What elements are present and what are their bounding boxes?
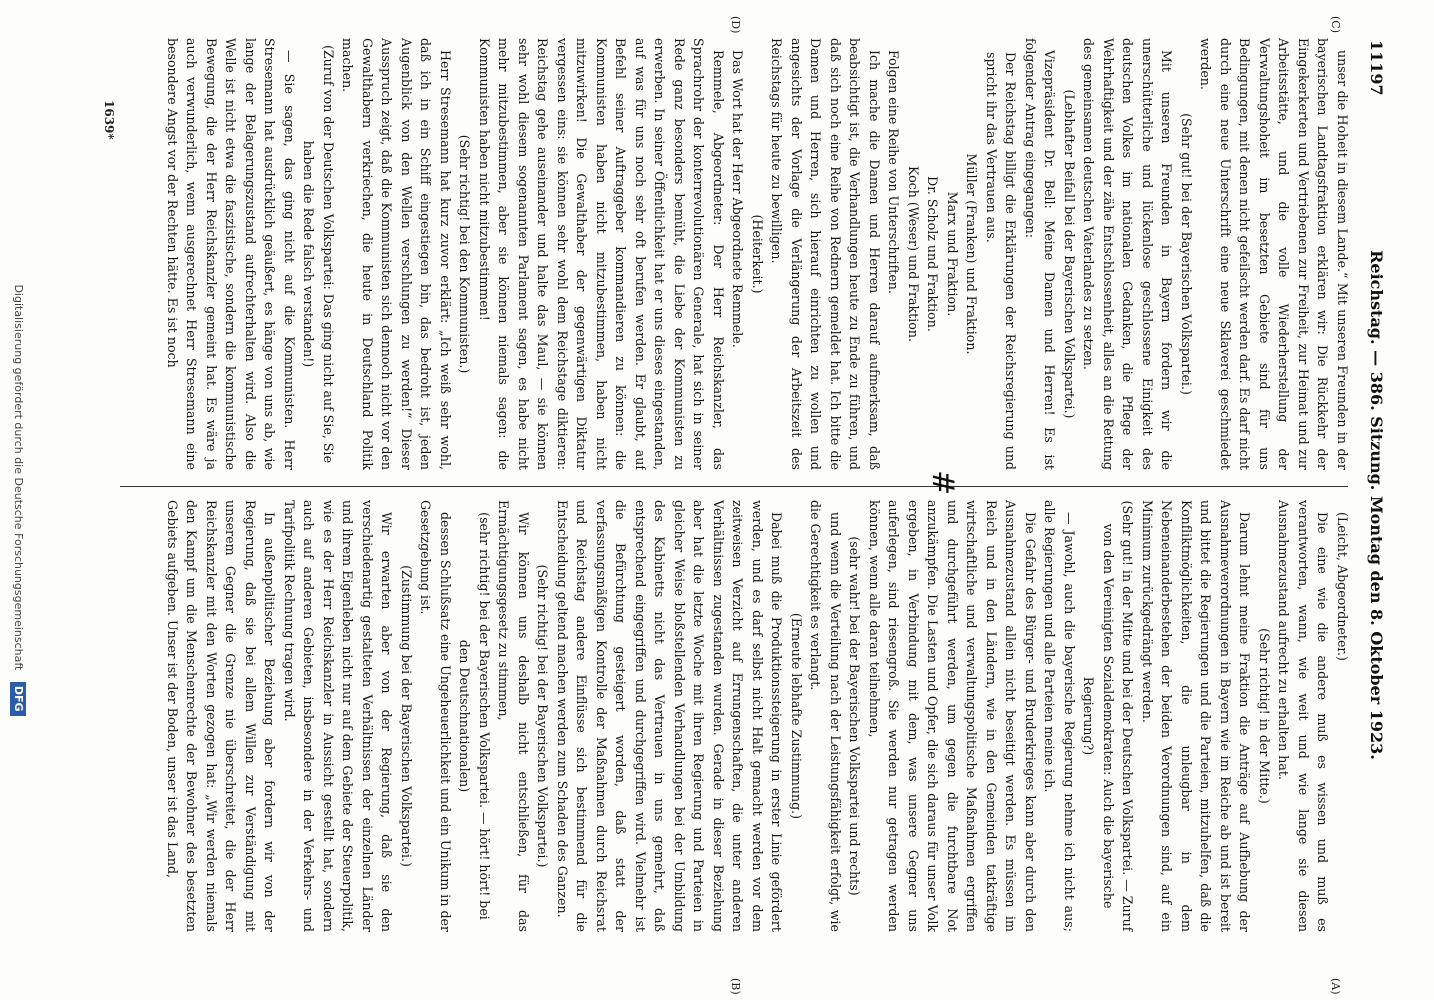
paragraph: Herr Stresemann hat kurz zuvor erklärt: „Ich weiß sehr wohl, daß ich in ein Schiff eingestiegen bin, das bedroht ist, jeden Augenblick von den Wellen verschlungen zu werden!“ Dieser Ausspruch zeigt, daß die Kommunisten sich dennoch nicht vor den Gewalthabern verkriechen, die heute in Deutschland Politik machen. — [340, 38, 453, 470]
paragraph: Das Wort hat der Herr Abgeordnete Remmele. — [730, 50, 746, 348]
paragraph: — Sie sagen, das ging nicht auf die Kommunisten. Herr Stresemann hat ausdrücklich geäußert, es hänge von uns ab, wie lange der Belagerungszustand aufrechterhalten wird. Also die Welle ist nicht etwa die faszistische, sondern die kommunistische Bewegung, die der Herr Reichskanzler gemeint hat. Es wäre ja auch verwunderlich, wenn ausgerechnet Herr Stresemann eine besondere Angst vor der Rechten hätte. Es ist noch — [165, 38, 297, 470]
paragraph: Müller (Franken) und Fraktion. — [964, 153, 980, 355]
paragraph: Wir können uns deshalb nicht entschließen, für das Ermächtigungsgesetz zu stimmen, — [496, 500, 531, 932]
paragraph: und wenn die Verteilung nach der Leistungsfähigkeit erfolgt, wie die Gerechtigkeit es verlangt. — [808, 500, 843, 932]
paragraph: — Jawohl, auch die bayerische Regierung nehme ich nicht aus; alle Regierungen und alle Parteien meine ich. — [1042, 500, 1077, 932]
left-column — [116, 38, 1352, 470]
page-number: 11197 — [1367, 40, 1386, 96]
paragraph: (Zustimmung bei der Bayerischen Volkspartei.) — [399, 565, 414, 867]
paragraph: unser die Hoheit in diesem Lande.“ Mit unseren Freunden in der bayerischen Landtagsfraktion erklären wir: Die Rückkehr der Eingekerkerten und Vertriebenen zur Freiheit, zur Heimat und zur Arbeitsstätte, und die volle Wiederherstellung der Verwaltungshoheit im besetzten Gebiete sind für uns Bedingungen, mit denen nicht gefeilscht werden darf. Es darf nicht durch eine neue Unterschrift eine neue Sklaverei geschmiedet werden. — [1198, 38, 1350, 470]
paragraph: Vizepräsident Dr. Bell: Meine Damen und Herren! Es ist folgender Antrag eingegangen: — [1023, 38, 1058, 470]
margin-mark-a: (A) — [1329, 978, 1342, 995]
paragraph: Dr. Scholz und Fraktion. — [925, 176, 941, 332]
paragraph: Die Gefahr des Bürger- und Bruderkrieges kann aber durch den Ausnahmezustand allein nicht beseitigt werden. Es müssen im Reich und in den Ländern, wie in den Gemeinden tatkräftige wirtschaftliche und verwaltungspolitische Maßnahmen ergriffen und durchgeführt werden, um gegen die furchtbare Not anzukämpfen. Die Lasten und Opfer, die sich daraus für unser Volk ergeben, in Verbindung mit dem, was unsere Gegner uns auferlegen, sind riesengroß. Sie werden nur getragen werden können, wenn alle daran teilnehmen, — [867, 500, 1038, 932]
page-footer-number: 1639* — [102, 100, 116, 140]
paragraph: Dabei muß die Produktionssteigerung in erster Linie gefördert werden, und es darf selbst nicht Halt gemacht werden vor dem zeitweisen Verzicht auf Errungenschaften, die unter anderen Verhältnissen zugestanden wurden. Gerade in dieser Beziehung aber hat die letzte Woche mit ihren Regierung und Parteien in gleicher Weise bloßstellenden Verhandlungen bei der Umbildung des Kabinetts nicht das Vertrauen in uns gemehrt, daß entsprechend eingegriffen und durchgegriffen wird. Vielmehr ist die Befürchtung gesteigert worden, daß statt der verfassungsmäßigen Kontrolle der Maßnahmen durch Reichsrat und Reichstag andere Einflüsse sich bestimmend für die Entscheidung geltend machen werden zum Schaden des Ganzen. — [555, 500, 785, 932]
page-header — [1364, 40, 1386, 970]
digitization-note — [6, 6, 30, 994]
column-divider — [120, 486, 1348, 487]
paragraph: Koch (Weser) und Fraktion. — [906, 166, 921, 342]
digitization-text: Digitalisierung gefördert durch die Deutsche Forschungsgemeinschaft — [12, 284, 25, 671]
paragraph: (Sehr richtig! bei der Bayerischen Volkspartei.) — [535, 564, 551, 868]
paragraph: Wir erwarten aber von der Regierung, daß sie den verschiedenartig gestalteten Verhältnissen der einzelnen Länder und ihrem Eigenleben nicht nur auf dem Gebiete der Steuerpolitik, wie es der Herr Reichskanzler in Aussicht gestellt hat, sondern auch auf anderen Gebieten, insbesondere in der Verkehrs- und Tarifpolitik Rechnung tragen wird. — [282, 500, 395, 932]
paragraph: (sehr richtig! bei der Bayerischen Volkspartei. — hört! hört! bei den Deutschnationalen) — [457, 512, 492, 920]
paragraph: (Sehr gut! bei der Bayerischen Volkspartei.) — [1179, 113, 1194, 395]
paragraph: (Erneute lebhafte Zustimmung.) — [789, 612, 804, 820]
paragraph: Remmele, Abgeordneter: Der Herr Reichskanzler, das Sprachrohr der konterrevolutionären Generale, hat sich in seiner Rede ganz besonders bemüht, die Liebe der Kommunisten zu erwerben. In seiner Öffentlichkeit hat er uns dieses eingestanden, auf was für uns noch sehr oft berufen werden. Er glaubt, auf Befehl seiner Auftraggeber kommandieren zu können: die Kommunisten haben nicht mitzubestimmen, haben nicht mitzuwirken! Die Gewalthaber der gegenwärtigen Diktatur vergessen eins: sie können sehr wohl dem Reichstage diktieren: Reichstag gehe auseinander und halte das Maul, — sie können sehr wohl diesem sogenannten Parlament sagen, es habe nicht mehr mitzubestimmen, aber sie können niemals sagen: die Kommunisten haben nicht mitzubestimmen! — [477, 38, 726, 470]
paragraph: In außenpolitischer Beziehung aber fordern wir von der Regierung, daß sie bei allem Willen zur Verständigung mit unserem Gegner die Grenze nie überschreitet, die der Herr Reichskanzler mit den Worten gezogen hat: „Wir werden niemals den Kampf um die Menschenrechte der Bewohner des besetzten Gebiets aufgeben. Unser ist der Boden, unser ist das Land, — [165, 500, 278, 932]
paragraph: (Zuruf von der Deutschen Volkspartei: Das ging nicht auf Sie, Sie haben die Rede falsch verstanden!) — [301, 44, 336, 464]
paragraph: Mit unseren Freunden in Bayern fordern wir die unerschütterliche und lückenlose geschlossene Einigkeit des deutschen Volkes im nationalen Gedanken, die Pflege der Wehrhaftigkeit und der zähe Entschlossenheit, alles an die Rettung des gemeinsamen deutschen Vaterlandes zu setzen. — [1081, 38, 1175, 470]
paragraph: (Leicht, Abgeordneter.) — [1335, 512, 1350, 661]
margin-mark-c: (C) — [1329, 16, 1342, 33]
margin-mark-b: (B) — [729, 978, 742, 995]
paragraph: (Sehr gut! in der Mitte und bei der Deutschen Volkspartei. — Zuruf von den Vereinigten Sozialdemokraten: Auch die bayerische Regierung?) — [1081, 500, 1136, 932]
paragraph: (Sehr richtig! in der Mitte.) — [1257, 628, 1272, 804]
paragraph: Der Reichstag billigt die Erklärungen der Reichsregierung und spricht ihr das Vertrauen aus. — [984, 52, 1019, 470]
paragraph: Ich mache die Damen und Herren darauf aufmerksam, daß beabsichtigt ist, die Verhandlungen heute zu Ende zu führen, und daß sich noch eine Reihe von Rednern gemeldet hat. Ich bitte die Damen und Herren, sich hierauf einrichten zu wollen und angesichts der Vorlage die Verlängerung der Arbeitszeit des Reichstags für heute zu bewilligen. — [769, 38, 882, 470]
handwritten-hash-mark: # — [925, 470, 960, 496]
paragraph: (sehr wahr! bei der Bayerischen Volkspartei und rechts) — [847, 536, 863, 896]
paragraph: (Heiterkeit.) — [750, 214, 765, 294]
paragraph: Folgen eine Reihe von Unterschriften. — [886, 50, 902, 294]
right-column — [116, 500, 1352, 932]
paragraph: Darum lehnt meine Fraktion die Anträge auf Aufhebung der Ausnahmeverordnungen in Bayern wie im Reiche ab und ist bereit und bittet die Regierungen und die Parteien, mitzuhelfen, daß die Konfliktmöglichkeiten, die unleugbar in dem Nebeneinanderbestehen der beiden Verordnungen sind, auf ein Minimum zurückgedrängt werden. — [1140, 500, 1253, 932]
margin-mark-d: (D) — [729, 16, 742, 34]
dfg-logo: DFG — [10, 682, 26, 716]
paragraph: Die eine wie die andere muß es wissen und muß es verantworten, wann, wie weit und wie lange sie diesen Ausnahmezustand aufrecht zu erhalten hat. — [1276, 500, 1331, 932]
paragraph: (Lebhafter Beifall bei der Bayerischen Volkspartei.) — [1062, 89, 1077, 419]
paragraph: Marx und Fraktion. — [945, 191, 960, 317]
page-title: Reichstag. — 386. Sitzung. Montag den 8. Oktober 1923. — [1367, 250, 1386, 760]
paragraph: (Sehr richtig! bei den Kommunisten.) — [457, 134, 473, 374]
paragraph: dessen Schlußsatz eine Ungeheuerlichkeit und ein Unikum in der Gesetzgebung ist. — [418, 500, 453, 932]
